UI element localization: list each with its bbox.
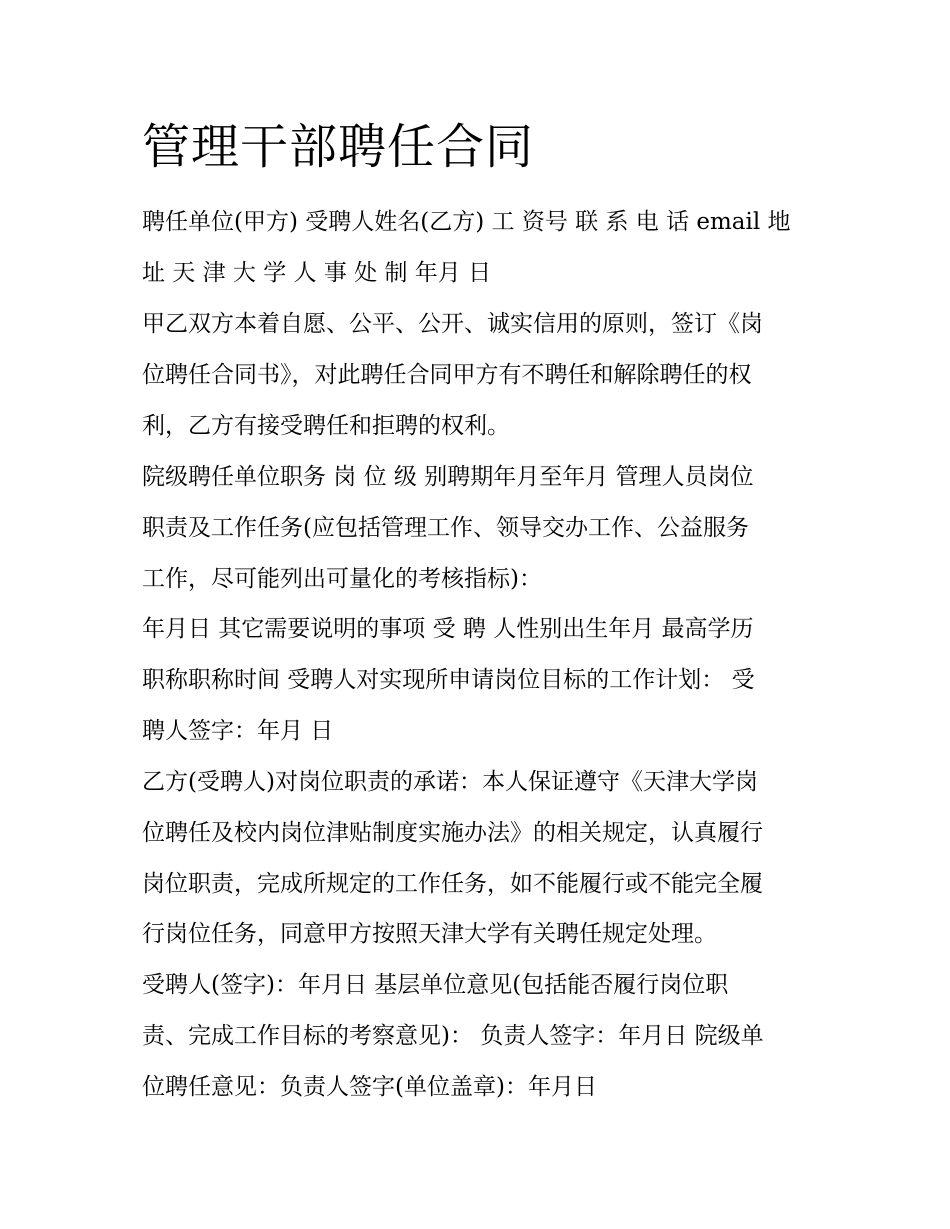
body-line: 利，乙方有接受聘任和拒聘的权利。 [142, 413, 510, 439]
document-title: 管理干部聘任合同 [142, 119, 535, 175]
body-line: 聘任单位(甲方) 受聘人姓名(乙方) 工 资号 联 系 电 话 email 地 [142, 209, 791, 235]
body-line: 责、完成工作目标的考察意见)： 负责人签字：年月日 院级单 [142, 1023, 764, 1049]
body-line: 甲乙双方本着自愿、公平、公开、诚实信用的原则，签订《岗 [142, 311, 763, 337]
body-line: 职责及工作任务(应包括管理工作、领导交办工作、公益服务 [142, 515, 749, 541]
body-line: 位聘任及校内岗位津贴制度实施办法》的相关规定，认真履行 [142, 820, 763, 846]
body-line: 职称职称时间 受聘人对实现所申请岗位目标的工作计划： 受 [142, 667, 755, 693]
body-line: 工作，尽可能列出可量化的考核指标)： [142, 566, 542, 592]
body-line: 乙方(受聘人)对岗位职责的承诺：本人保证遵守《天津大学岗 [142, 769, 758, 795]
body-line: 院级聘任单位职务 岗 位 级 别聘期年月至年月 管理人员岗位 [142, 464, 754, 490]
body-line: 位聘任合同书》，对此聘任合同甲方有不聘任和解除聘任的权 [142, 362, 752, 388]
body-line: 岗位职责，完成所规定的工作任务，如不能履行或不能完全履 [142, 871, 763, 897]
body-line: 聘人签字：年月 日 [142, 718, 334, 744]
body-line: 位聘任意见：负责人签字(单位盖章)：年月日 [142, 1074, 597, 1100]
body-line: 址 天 津 大 学 人 事 处 制 年月 日 [142, 260, 492, 286]
body-line: 行岗位任务，同意甲方按照天津大学有关聘任规定处理。 [142, 921, 717, 947]
body-line: 受聘人(签字)：年月日 基层单位意见(包括能否履行岗位职 [142, 972, 729, 998]
body-line: 年月日 其它需要说明的事项 受 聘 人性别出生年月 最高学历 [142, 616, 754, 642]
